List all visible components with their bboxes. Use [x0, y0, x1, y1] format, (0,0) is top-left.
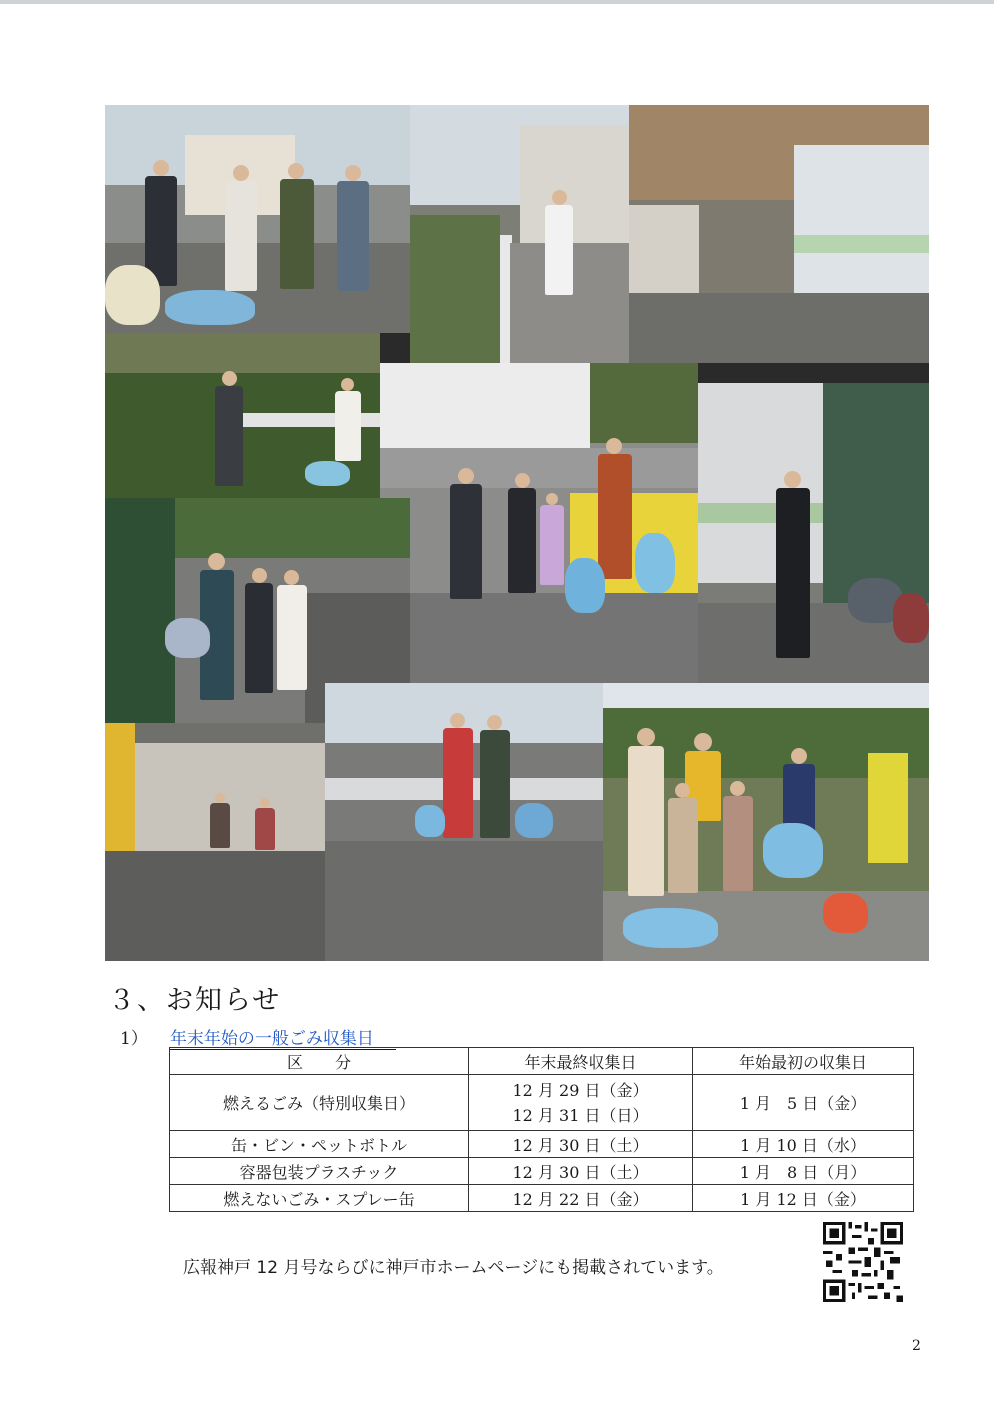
- page-number: 2: [912, 1338, 921, 1354]
- top-rule: [0, 0, 994, 4]
- subsection-title-link[interactable]: 年末年始の一般ごみ収集日: [170, 1029, 396, 1050]
- new-year-cell: 1 月 5 日（金）: [693, 1075, 914, 1131]
- new-year-cell: 1 月 8 日（月）: [693, 1158, 914, 1185]
- year-end-cell: 12 月 22 日（金）: [469, 1185, 693, 1212]
- photo-two-women-guardrail: [325, 683, 603, 961]
- table-row: [170, 1075, 914, 1131]
- table-row: [170, 1185, 914, 1212]
- year-end-date: 12 月 29 日（金）: [512, 1080, 649, 1100]
- publication-note: 広報神戸 12 月号ならびに神戸市ホームページにも掲載されています。: [183, 1258, 724, 1278]
- photo-slope-workers: [105, 723, 325, 961]
- collection-schedule-table: [169, 1047, 914, 1212]
- table-row: [170, 1158, 914, 1185]
- category-cell: 缶・ビン・ペットボトル: [170, 1131, 469, 1158]
- category-cell: 燃えるごみ（特別収集日）: [170, 1075, 469, 1131]
- table-row: [170, 1131, 914, 1158]
- photo-fence-woman: [698, 383, 929, 683]
- year-end-cell: 12 月 30 日（土）: [469, 1131, 693, 1158]
- header-new-year: 年始最初の収集日: [693, 1048, 914, 1075]
- new-year-cell: 1 月 12 日（金）: [693, 1185, 914, 1212]
- year-end-cell: [469, 1075, 693, 1131]
- photo-collage: [105, 105, 929, 961]
- new-year-cell: 1 月 10 日（水）: [693, 1131, 914, 1158]
- table-header-row: [170, 1048, 914, 1075]
- category-cell: 燃えないごみ・スプレー缶: [170, 1185, 469, 1212]
- photo-riverside-railing: [410, 105, 629, 363]
- subsection-number: 1）: [120, 1029, 148, 1049]
- photo-highway-underpass: [629, 105, 929, 363]
- header-year-end: 年末最終収集日: [469, 1048, 693, 1075]
- qr-code-icon[interactable]: [823, 1222, 903, 1302]
- photo-family-wall: [380, 363, 698, 683]
- header-category: 区 分: [170, 1048, 469, 1075]
- section-heading: ３、お知らせ: [108, 985, 282, 1016]
- photo-hillside-guardrail: [105, 333, 380, 498]
- photo-family-kids-cones: [603, 683, 929, 961]
- photo-group-street: [105, 105, 410, 333]
- subsection-heading: [120, 1024, 396, 1049]
- year-end-cell: 12 月 30 日（土）: [469, 1158, 693, 1185]
- category-cell: 容器包装プラスチック: [170, 1158, 469, 1185]
- year-end-date: 12 月 31 日（日）: [512, 1105, 649, 1125]
